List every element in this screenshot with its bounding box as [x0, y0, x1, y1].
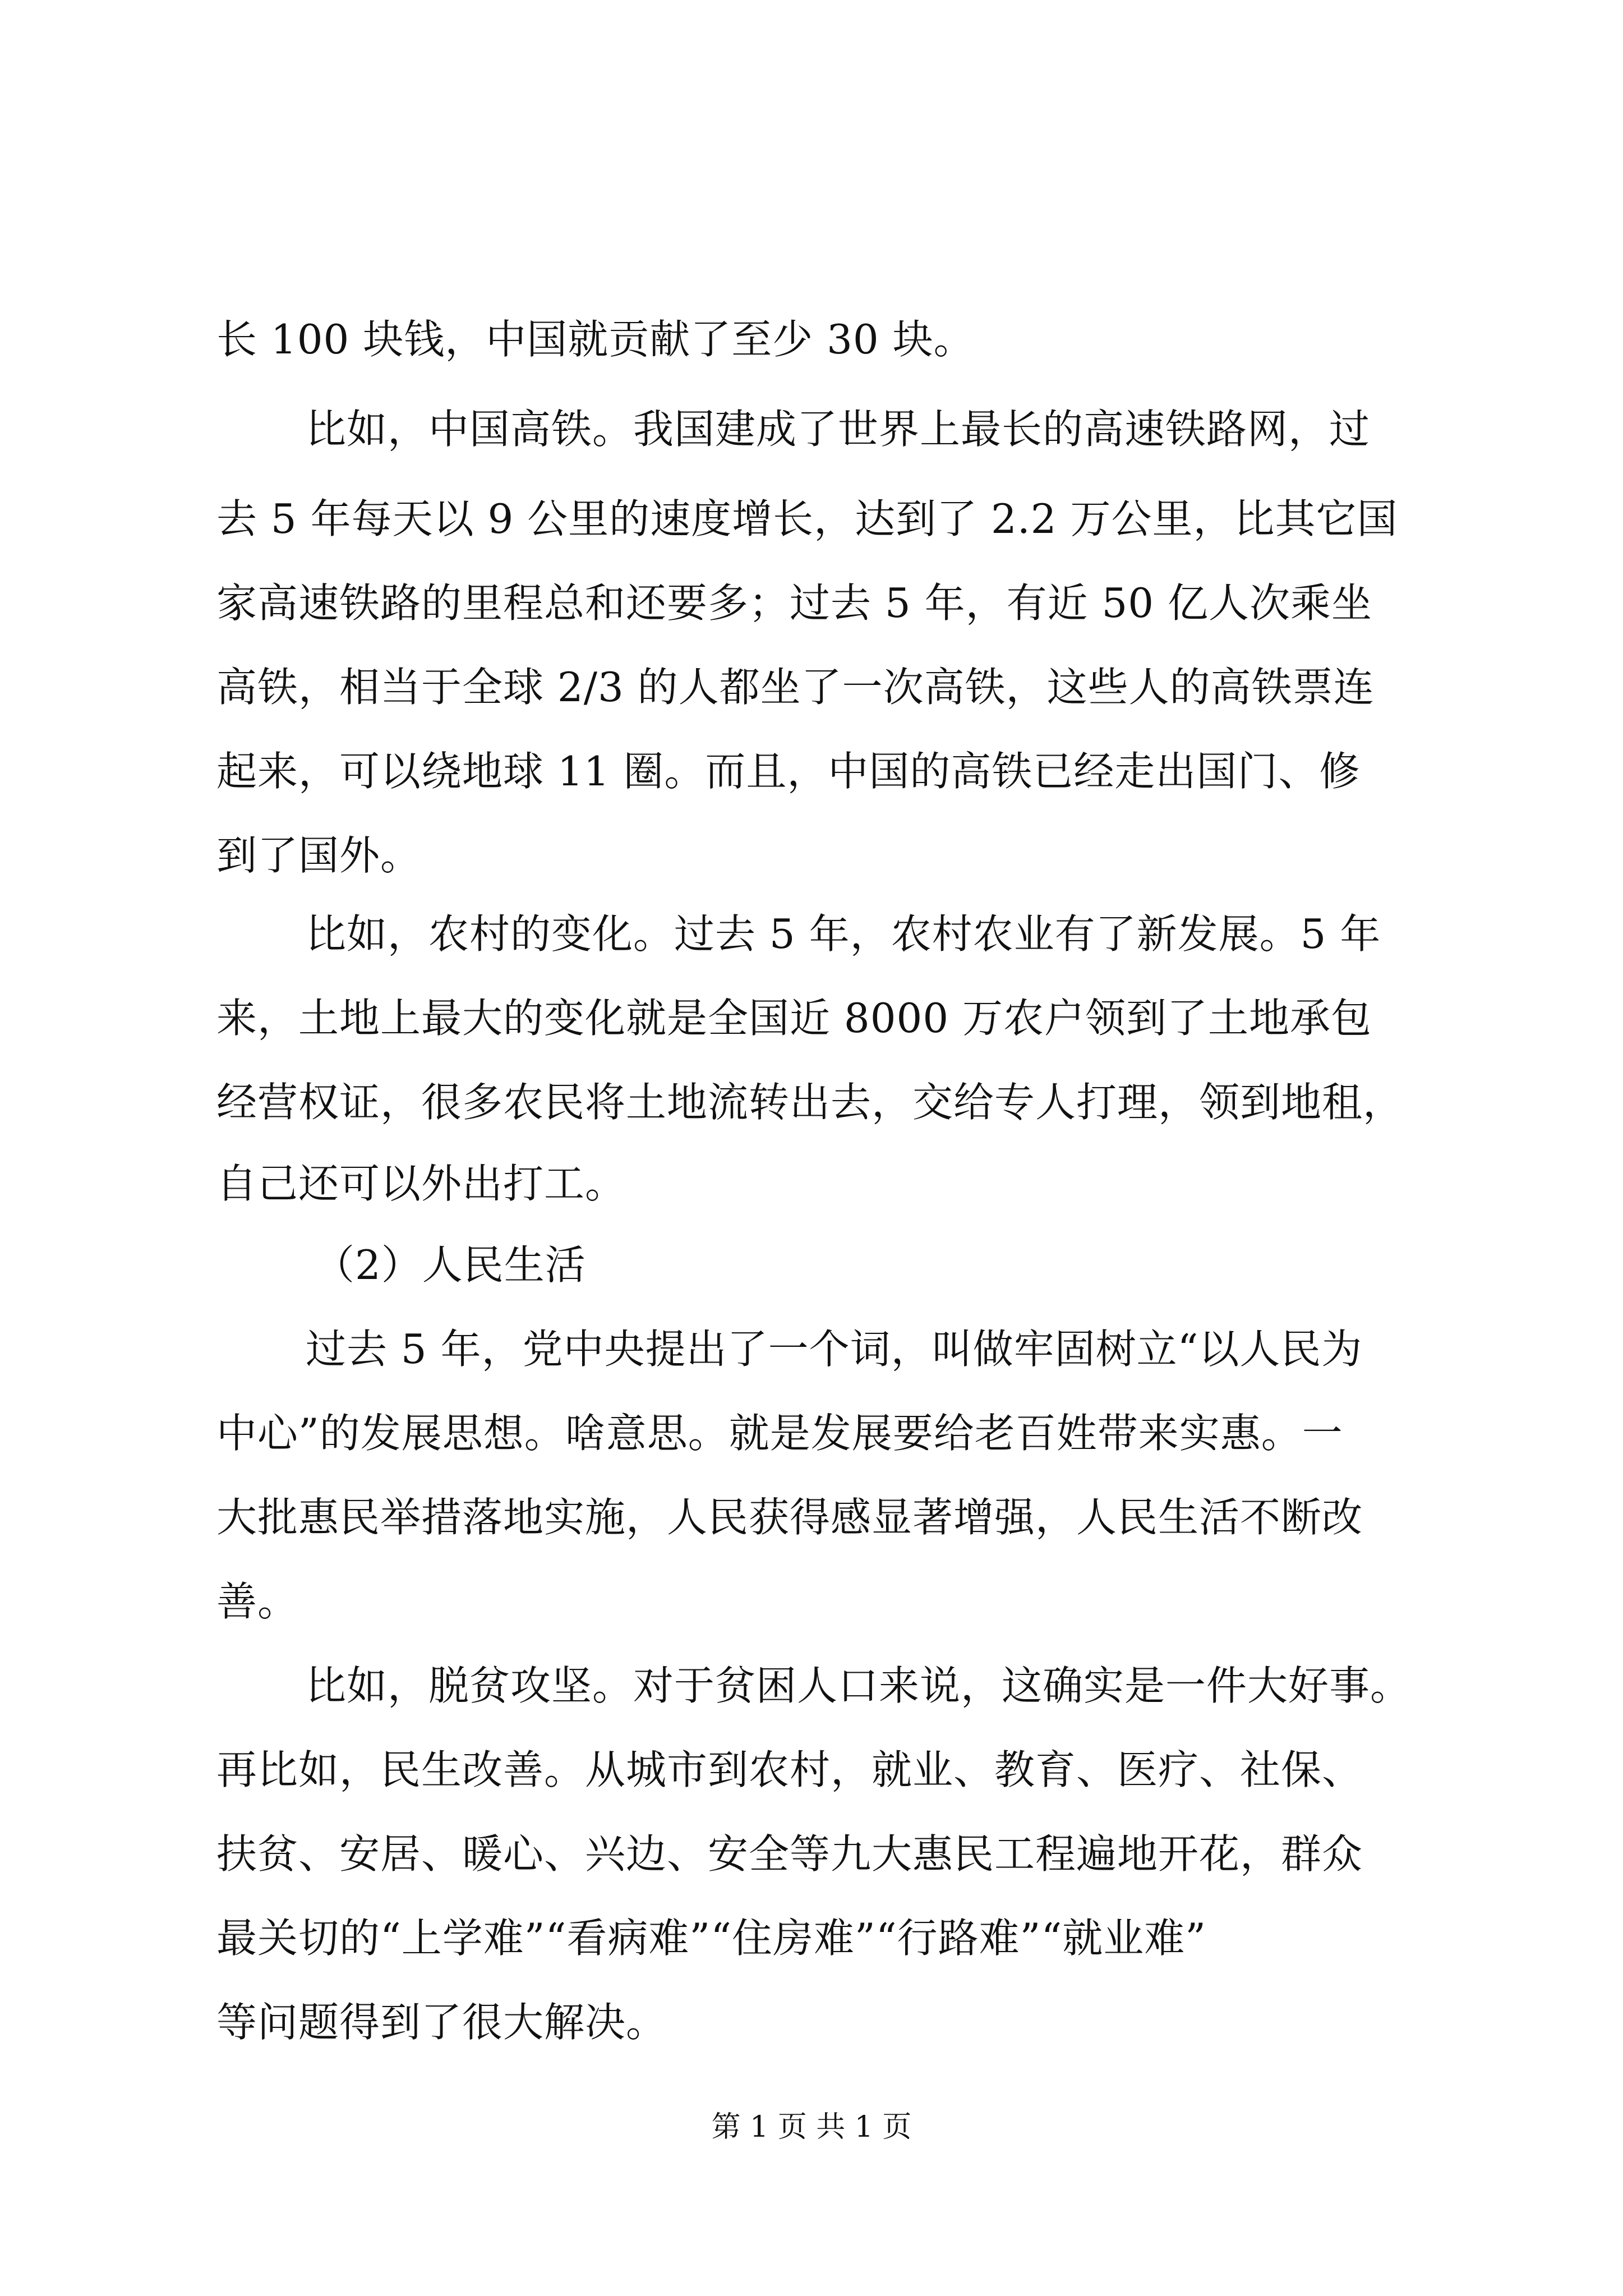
text-line-21: 等问题得到了很大解决。 — [216, 1999, 667, 2046]
text-line-14: 中心”的发展思想。啥意思。就是发展要给老百姓带来实惠。一 — [216, 1410, 1343, 1457]
text-line-2: 比如，中国高铁。我国建成了世界上最长的高速铁路网，过 — [306, 406, 1371, 453]
text-line-18: 再比如，民生改善。从城市到农村，就业、教育、医疗、社保、 — [216, 1746, 1363, 1793]
text-line-8: 比如，农村的变化。过去 5 年，农村农业有了新发展。5 年 — [306, 910, 1381, 958]
text-line-3: 去 5 年每天以 9 公里的速度增长，达到了 2.2 万公里，比其它国 — [216, 495, 1398, 542]
text-line-1: 长 100 块钱，中国就贡献了至少 30 块。 — [216, 316, 975, 363]
text-line-9: 来，土地上最大的变化就是全国近 8000 万农户领到了土地承包 — [216, 995, 1372, 1042]
text-line-10: 经营权证，很多农民将土地流转出去，交给专人打理，领到地租， — [216, 1079, 1404, 1126]
section-heading: （2）人民生活 — [314, 1241, 586, 1289]
text-line-7: 到了国外。 — [216, 832, 422, 879]
text-line-19: 扶贫、安居、暖心、兴边、安全等九大惠民工程遍地开花，群众 — [216, 1830, 1363, 1878]
text-line-17: 比如，脱贫攻坚。对于贫困人口来说，这确实是一件大好事。 — [306, 1662, 1412, 1709]
text-line-11: 自己还可以外出打工。 — [216, 1160, 626, 1207]
text-line-6: 起来，可以绕地球 11 圈。而且，中国的高铁已经走出国门、修 — [216, 748, 1361, 795]
page-footer: 第 1 页 共 1 页 — [711, 2110, 912, 2144]
text-line-15: 大批惠民举措落地实施，人民获得感显著增强，人民生活不断改 — [216, 1494, 1363, 1541]
text-line-20: 最关切的“上学难”“看病难”“住房难”“行路难”“就业难” — [216, 1915, 1207, 1962]
text-line-4: 家高速铁路的里程总和还要多；过去 5 年，有近 50 亿人次乘坐 — [216, 579, 1372, 627]
text-line-5: 高铁，相当于全球 2/3 的人都坐了一次高铁，这些人的高铁票连 — [216, 664, 1375, 711]
text-line-16: 善。 — [216, 1578, 299, 1625]
text-line-13: 过去 5 年，党中央提出了一个词，叫做牢固树立“以人民为 — [306, 1326, 1363, 1373]
